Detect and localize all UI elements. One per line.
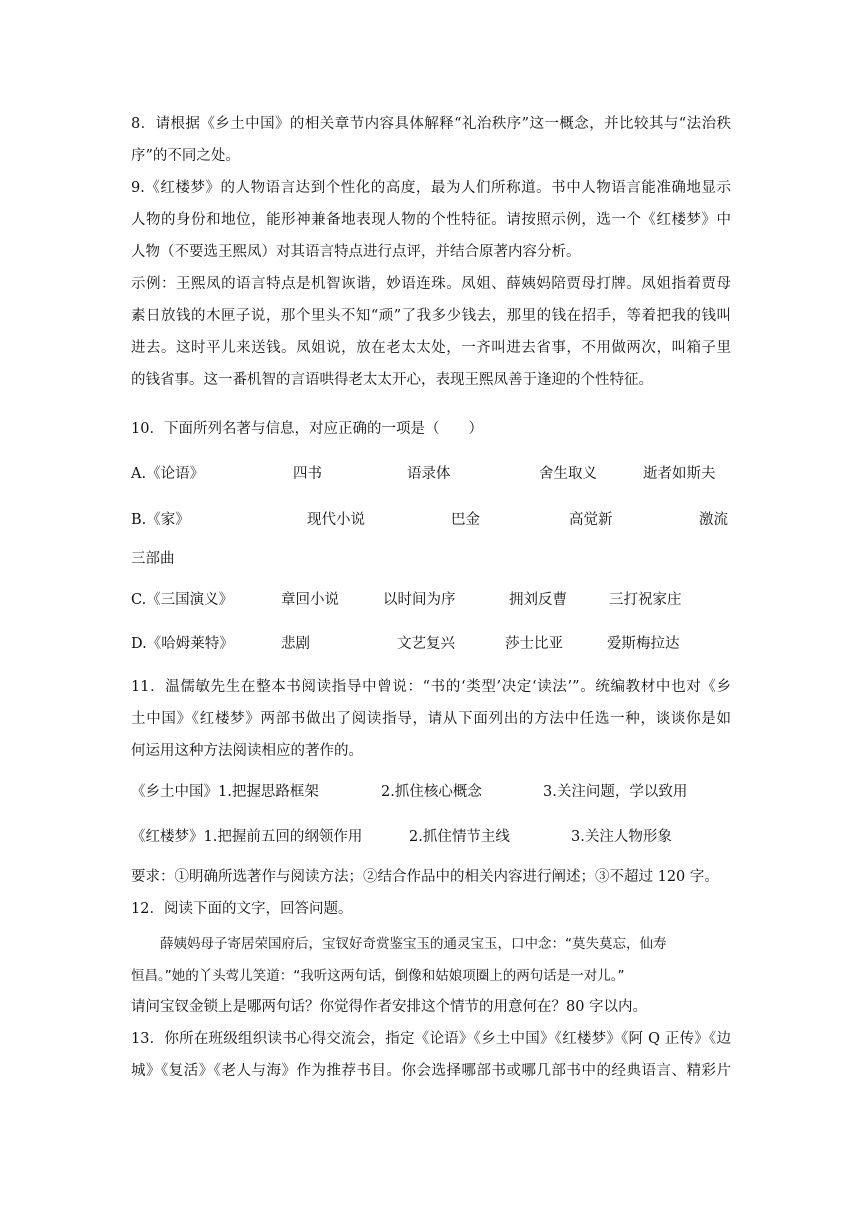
q12-passage-line-1: 薛姨妈母子寄居荣国府后，宝钗好奇赏鉴宝玉的通灵宝玉，口中念：“莫失莫忘，仙寿 [160,936,667,952]
q9-line-2: 人物的身份和地位，能形神兼备地表现人物的个性特征。请按照示例，选一个《红楼梦》中 [131,212,731,228]
q8-line-2: 序”的不同之处。 [131,148,240,164]
q13-line-2: 城》《复活》《老人与海》作为推荐书目。你会选择哪部书或哪几部书中的经典语言、精彩片 [131,1063,731,1079]
q10-option-c-title: C.《三国演义》 [131,592,234,608]
q11-methods-xiangtu [131,781,731,803]
q9-line-3: 人物（不要选王熙凤）对其语言特点进行点评，并结合原著内容分析。 [131,244,581,260]
q10-option-a-title: A.《论语》 [131,466,205,482]
q10-option-b-info-1: 现代小说 [307,512,365,528]
q10-option-c-info-4: 三打祝家庄 [609,592,682,608]
q12-passage-line-2: 恒昌。”她的丫头莺儿笑道：“我听这两句话，倒像和姑娘项圈上的两句话是一对儿。” [131,968,625,984]
q12-stem: 12．阅读下面的文字，回答问题。 [131,901,353,917]
q10-option-b-info-2: 巴金 [451,512,480,528]
q8-line-1: 8．请根据《乡土中国》的相关章节内容具体解释“礼治秩序”这一概念，并比较其与“法治秩 [131,116,731,132]
q11-method-xiangtu-2: 2.抓住核心概念 [381,784,482,800]
q11-line-2: 土中国》《红楼梦》两部书做出了阅读指导，请从下面列出的方法中任选一种，谈谈你是如 [131,711,731,727]
q12-question: 请问宝钗金锁上是哪两句话？你觉得作者安排这个情节的用意何在？80 字以内。 [131,999,648,1015]
q10-option-d-info-2: 文艺复兴 [397,636,455,652]
q10-stem: 10．下面所列名著与信息，对应正确的一项是（ ） [131,421,483,437]
q11-method-xiangtu-1: 《乡土中国》1.把握思路框架 [131,784,319,800]
q13-line-1: 13．你所在班级组织读书心得交流会，指定《论语》《乡土中国》《红楼梦》《阿 Q 正传》《边 [131,1031,731,1047]
q10-option-d [131,633,731,655]
q10-option-b-info-3: 高觉新 [569,512,613,528]
q10-option-c-info-1: 章回小说 [281,592,339,608]
q11-method-honglou-2: 2.抓住情节主线 [409,829,510,845]
q11-method-xiangtu-3: 3.关注问题，学以致用 [543,784,688,800]
q10-option-b [131,509,731,531]
q11-method-honglou-3: 3.关注人物形象 [571,829,672,845]
q10-option-c-info-2: 以时间为序 [383,592,456,608]
q10-option-a-info-2: 语录体 [407,466,451,482]
q11-line-3: 何运用这种方法阅读相应的著作的。 [131,743,363,759]
q10-option-d-info-3: 莎士比亚 [505,636,563,652]
q10-option-b-wrap: 三部曲 [131,551,175,567]
q10-option-d-info-4: 爱斯梅拉达 [607,636,680,652]
q11-method-honglou-1: 《红楼梦》1.把握前五回的纲领作用 [131,829,363,845]
q9-example-line-2: 素日放钱的木匣子说，那个里头不知“顽”了我多少钱去，那里的钱在招手，等着把我的钱叫 [131,308,731,324]
q11-requirement: 要求：①明确所选著作与阅读方法；②结合作品中的相关内容进行阐述；③不超过 120 字。 [131,869,719,885]
q11-line-1: 11．温儒敏先生在整本书阅读指导中曾说：“书的‘类型’决定‘读法’”。统编教材中也对《乡 [131,679,731,695]
q10-option-d-title: D.《哈姆莱特》 [131,636,234,652]
q10-option-a [131,463,731,485]
q9-example-line-1: 示例：王熙凤的语言特点是机智诙谐，妙语连珠。凤姐、薛姨妈陪贾母打牌。凤姐指着贾母 [131,276,731,292]
q10-option-a-info-1: 四书 [293,466,322,482]
q11-methods-honglou [131,826,731,848]
q10-option-a-info-4: 逝者如斯夫 [643,466,716,482]
q10-option-c-info-3: 拥刘反曹 [509,592,567,608]
q9-example-line-4: 的钱省事。这一番机智的言语哄得老太太开心，表现王熙凤善于逢迎的个性特征。 [131,372,653,388]
q10-option-a-info-3: 舍生取义 [539,466,597,482]
q10-option-d-info-1: 悲剧 [281,636,310,652]
q10-option-b-title: B.《家》 [131,512,190,528]
q10-option-b-info-4: 激流 [699,512,728,528]
q9-line-1: 9.《红楼梦》的人物语言达到个性化的高度，最为人们所称道。书中人物语言能准确地显示 [131,180,731,196]
q9-example-line-3: 进去。这时平儿来送钱。凤姐说，放在老太太处，一齐叫进去省事，不用做两次，叫箱子里 [131,340,731,356]
q10-option-c [131,589,731,611]
